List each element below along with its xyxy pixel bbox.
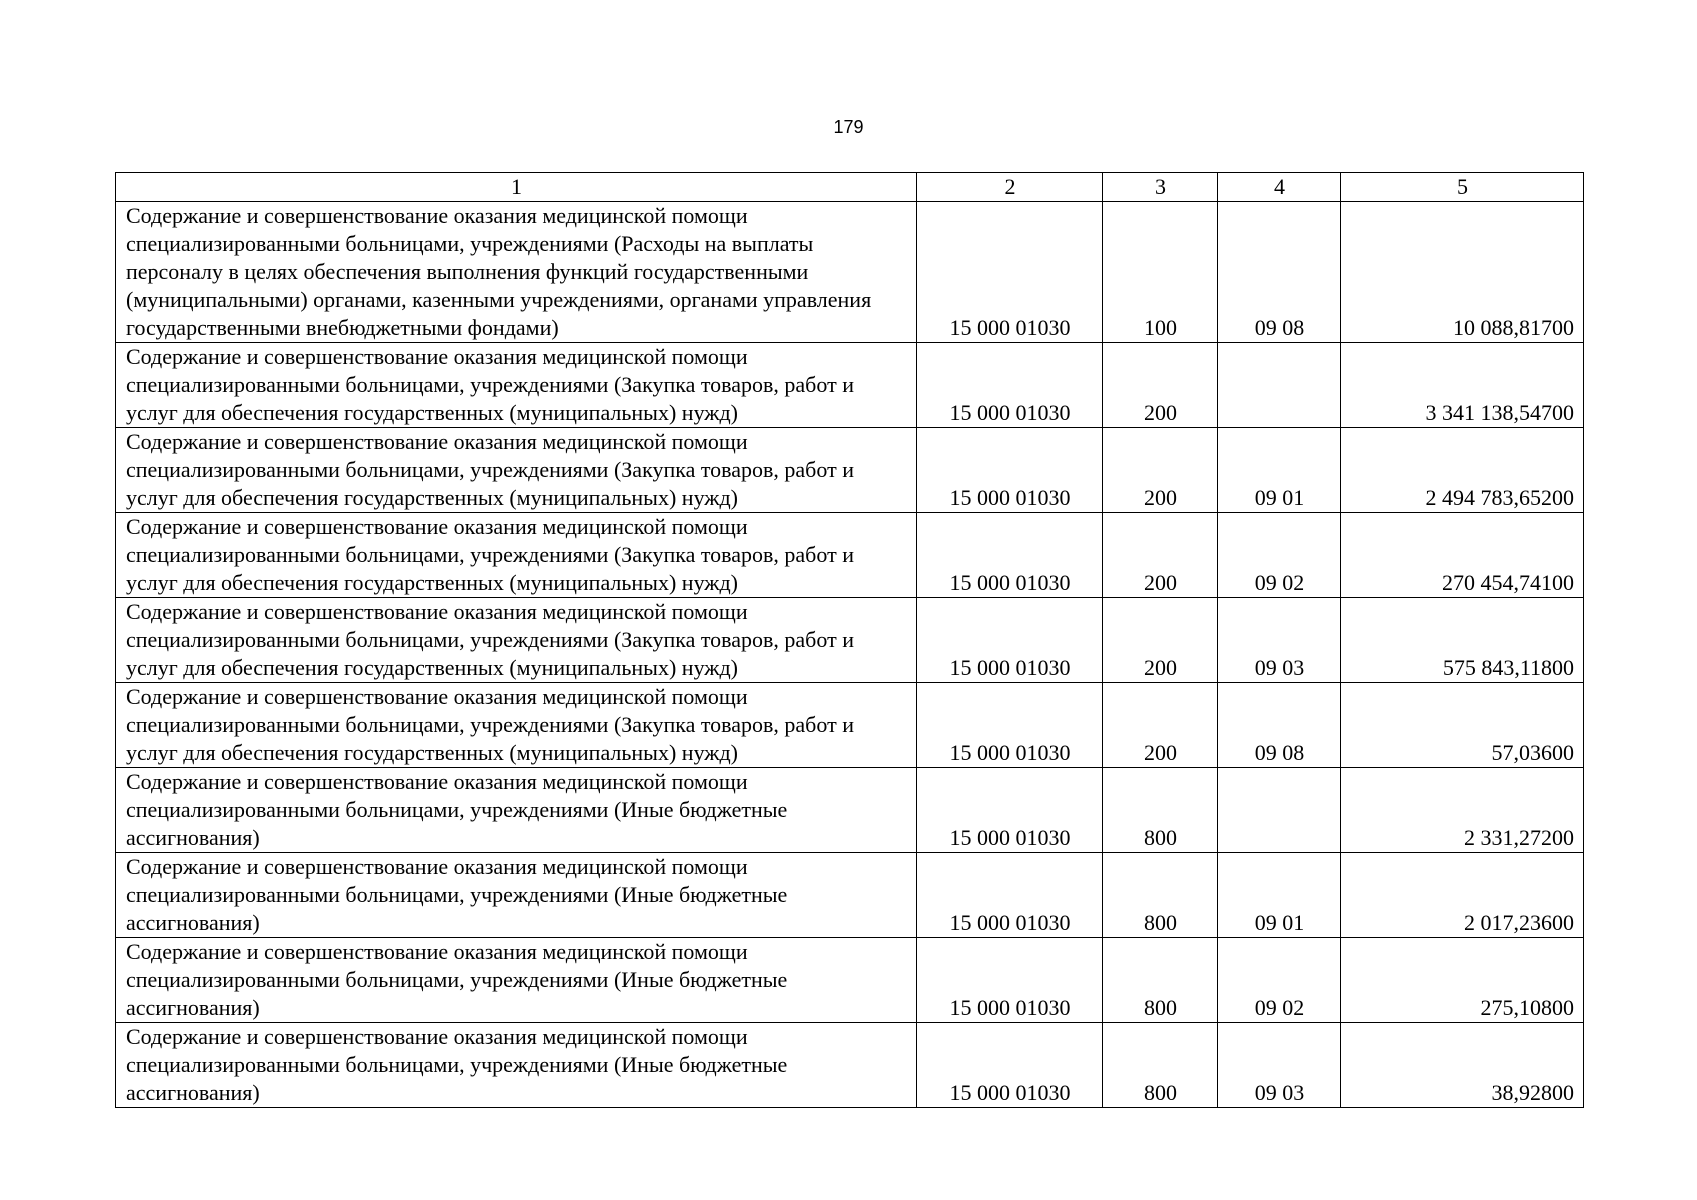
row-name: Содержание и совершенствование оказания медицинской помощи специализированными больницами, учреждениями (Закупка товаров, работ и услуг для обеспечения государственных (муниципальных) нужд) [116,513,917,598]
row-code: 15 000 01030 [917,202,1103,343]
row-code: 15 000 01030 [917,938,1103,1023]
row-amount: 10 088,81700 [1341,202,1584,343]
table-row [116,938,1584,1023]
row-type: 800 [1103,1023,1218,1108]
row-type: 200 [1103,428,1218,513]
row-amount: 2 331,27200 [1341,768,1584,853]
row-type: 200 [1103,598,1218,683]
header-col-3: 3 [1103,173,1218,202]
table-header [116,173,1584,202]
row-name: Содержание и совершенствование оказания медицинской помощи специализированными больницами, учреждениями (Иные бюджетные ассигнования) [116,768,917,853]
row-section: 09 03 [1218,1023,1341,1108]
table-row [116,202,1584,343]
header-col-4: 4 [1218,173,1341,202]
row-code: 15 000 01030 [917,513,1103,598]
row-amount: 57,03600 [1341,683,1584,768]
table-row [116,683,1584,768]
row-type: 800 [1103,768,1218,853]
row-code: 15 000 01030 [917,1023,1103,1108]
row-amount: 270 454,74100 [1341,513,1584,598]
row-code: 15 000 01030 [917,683,1103,768]
table-row [116,768,1584,853]
row-name: Содержание и совершенствование оказания медицинской помощи специализированными больницами, учреждениями (Иные бюджетные ассигнования) [116,853,917,938]
row-section [1218,343,1341,428]
table-row [116,428,1584,513]
row-code: 15 000 01030 [917,853,1103,938]
budget-table [115,172,1584,1108]
table-row [116,343,1584,428]
table-row [116,513,1584,598]
row-section: 09 01 [1218,853,1341,938]
row-section: 09 03 [1218,598,1341,683]
header-row [116,173,1584,202]
row-section: 09 02 [1218,938,1341,1023]
header-col-5: 5 [1341,173,1584,202]
row-type: 200 [1103,683,1218,768]
row-name: Содержание и совершенствование оказания медицинской помощи специализированными больницами, учреждениями (Закупка товаров, работ и услуг для обеспечения государственных (муниципальных) нужд) [116,598,917,683]
row-type: 800 [1103,938,1218,1023]
row-type: 200 [1103,513,1218,598]
table-body [116,202,1584,1108]
header-col-2: 2 [917,173,1103,202]
row-amount: 3 341 138,54700 [1341,343,1584,428]
row-name: Содержание и совершенствование оказания медицинской помощи специализированными больницами, учреждениями (Иные бюджетные ассигнования) [116,1023,917,1108]
row-section: 09 02 [1218,513,1341,598]
row-amount: 38,92800 [1341,1023,1584,1108]
row-type: 200 [1103,343,1218,428]
table-row [116,853,1584,938]
row-amount: 575 843,11800 [1341,598,1584,683]
row-code: 15 000 01030 [917,343,1103,428]
row-section: 09 08 [1218,683,1341,768]
row-amount: 2 494 783,65200 [1341,428,1584,513]
table-row [116,1023,1584,1108]
row-code: 15 000 01030 [917,598,1103,683]
row-code: 15 000 01030 [917,428,1103,513]
row-name: Содержание и совершенствование оказания медицинской помощи специализированными больницами, учреждениями (Закупка товаров, работ и услуг для обеспечения государственных (муниципальных) нужд) [116,428,917,513]
row-code: 15 000 01030 [917,768,1103,853]
row-amount: 2 017,23600 [1341,853,1584,938]
header-col-1: 1 [116,173,917,202]
row-name: Содержание и совершенствование оказания медицинской помощи специализированными больницами, учреждениями (Расходы на выплаты персоналу в целях обеспечения выполнения функций государственными (муниципальными) органами, казенными учреждениями, органами управления государственными внебюджетными фондами) [116,202,917,343]
page-number: 179 [833,117,864,137]
row-type: 800 [1103,853,1218,938]
row-name: Содержание и совершенствование оказания медицинской помощи специализированными больницами, учреждениями (Закупка товаров, работ и услуг для обеспечения государственных (муниципальных) нужд) [116,683,917,768]
row-name: Содержание и совершенствование оказания медицинской помощи специализированными больницами, учреждениями (Иные бюджетные ассигнования) [116,938,917,1023]
row-name: Содержание и совершенствование оказания медицинской помощи специализированными больницами, учреждениями (Закупка товаров, работ и услуг для обеспечения государственных (муниципальных) нужд) [116,343,917,428]
table-row [116,598,1584,683]
row-section [1218,768,1341,853]
row-type: 100 [1103,202,1218,343]
row-amount: 275,10800 [1341,938,1584,1023]
row-section: 09 01 [1218,428,1341,513]
row-section: 09 08 [1218,202,1341,343]
